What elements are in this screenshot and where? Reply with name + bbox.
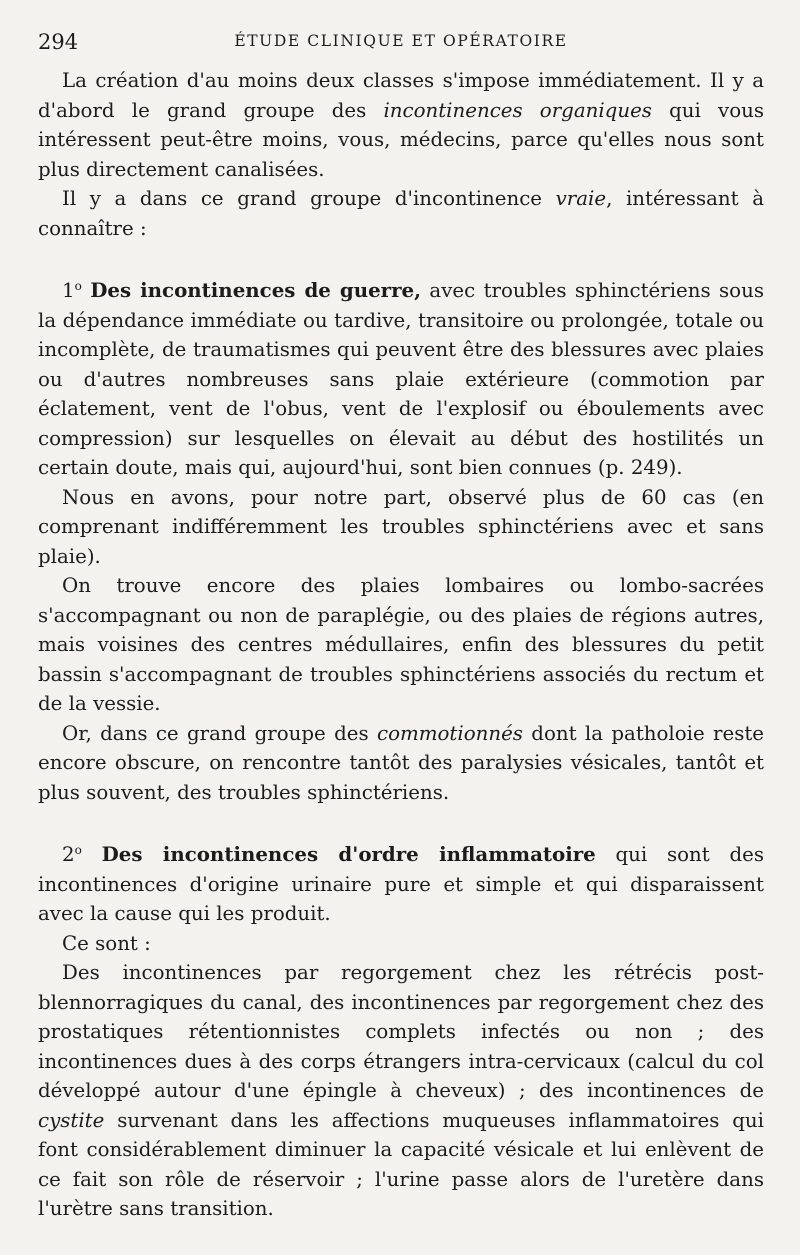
paragraph-regorgement	[38, 958, 764, 1224]
text-run: avec troubles sphinctériens sous la dépendance immédiate ou tardive, transitoire ou prolongée, totale ou incomplète, de traumatismes qui peuvent être des blessures avec plaies ou d'autres nombreuses sans plaie extérieure (commotion par éclatement, vent de l'obus, vent de l'explosif ou éboulements avec compression) sur lesquelles on élevait au début des hostilités un certain doute, mais qui, aujourd'hui, sont bien connues (p. 249).	[38, 279, 764, 479]
item-number: 2$^o$	[62, 843, 82, 866]
paragraph-plaies: On trouve encore des plaies lombaires ou lombo-sacrées s'accompagnant ou non de paraplégie, ou des plaies de régions autres, mais voisines des centres médullaires, enfin des blessures du petit bassin s'accompagnant de troubles sphinctériens associés du rectum et de la vessie.	[38, 574, 764, 715]
text-run: Il y a dans ce grand groupe d'incontinence	[62, 187, 556, 210]
paragraph-intro	[38, 66, 764, 184]
running-title: ÉTUDE CLINIQUE ET OPÉRATOIRE	[234, 32, 568, 50]
text-run: , intéressant à connaître :	[38, 187, 765, 240]
paragraph-ce-sont: Ce sont :	[62, 931, 151, 955]
page-header	[38, 22, 764, 66]
paragraph-item-2	[38, 836, 764, 929]
italic-term: commotionnés	[377, 721, 523, 745]
paragraph-item-1	[38, 272, 764, 483]
item-number: 1$^o$	[62, 279, 82, 302]
paragraph-vraie	[38, 184, 764, 243]
body-text	[38, 66, 764, 1224]
paragraph-cases: Nous en avons, pour notre part, observé plus de 60 cas (en comprenant indifféremment les troubles sphinctériens avec et sans plaie).	[38, 485, 764, 568]
text-run: Or, dans ce grand groupe des	[62, 721, 377, 745]
italic-term: vraie	[555, 187, 607, 210]
italic-term: incontinences organiques	[383, 98, 652, 122]
paragraph-commotionnes	[38, 719, 764, 808]
text-run: Des incontinences par regorgement chez les rétrécis post-blennorragiques du canal, des incontinences par regorgement chez des prostatiques rétentionnistes complets infectés ou non ; des incontinences dues à des corps étrangers intra-cervicaux (calcul du col développé autour d'une épingle à cheveux) ; des incontinences de	[38, 961, 764, 1102]
text-run: qui sont des incontinences d'origine urinaire pure et simple et qui disparaissent avec la cause qui les produit.	[38, 843, 764, 925]
italic-term: cystite	[38, 1108, 105, 1132]
text-run: dont la patholoie reste encore obscure, on rencontre tantôt des paralysies vésicales, tantôt et plus souvent, des troubles sphinctériens.	[38, 721, 765, 804]
item-heading: Des incontinences de guerre,	[90, 278, 421, 302]
page-number: 294	[38, 30, 79, 54]
text-run: survenant dans les affections muqueuses inflammatoires qui font considérablement diminuer la capacité vésicale et lui enlèvent de ce fait son rôle de réservoir ; l'urine passe alors de l'uretère dans l'urètre sans transition.	[38, 1108, 764, 1220]
item-heading: Des incontinences d'ordre inflammatoire	[101, 842, 596, 866]
text-run: qui vous intéressent peut-être moins, vous, médecins, parce qu'elles nous sont plus directement canalisées.	[38, 98, 764, 181]
text-run: La création d'au moins deux classes s'impose immédiatement. Il y a d'abord le grand groupe des	[38, 69, 764, 122]
